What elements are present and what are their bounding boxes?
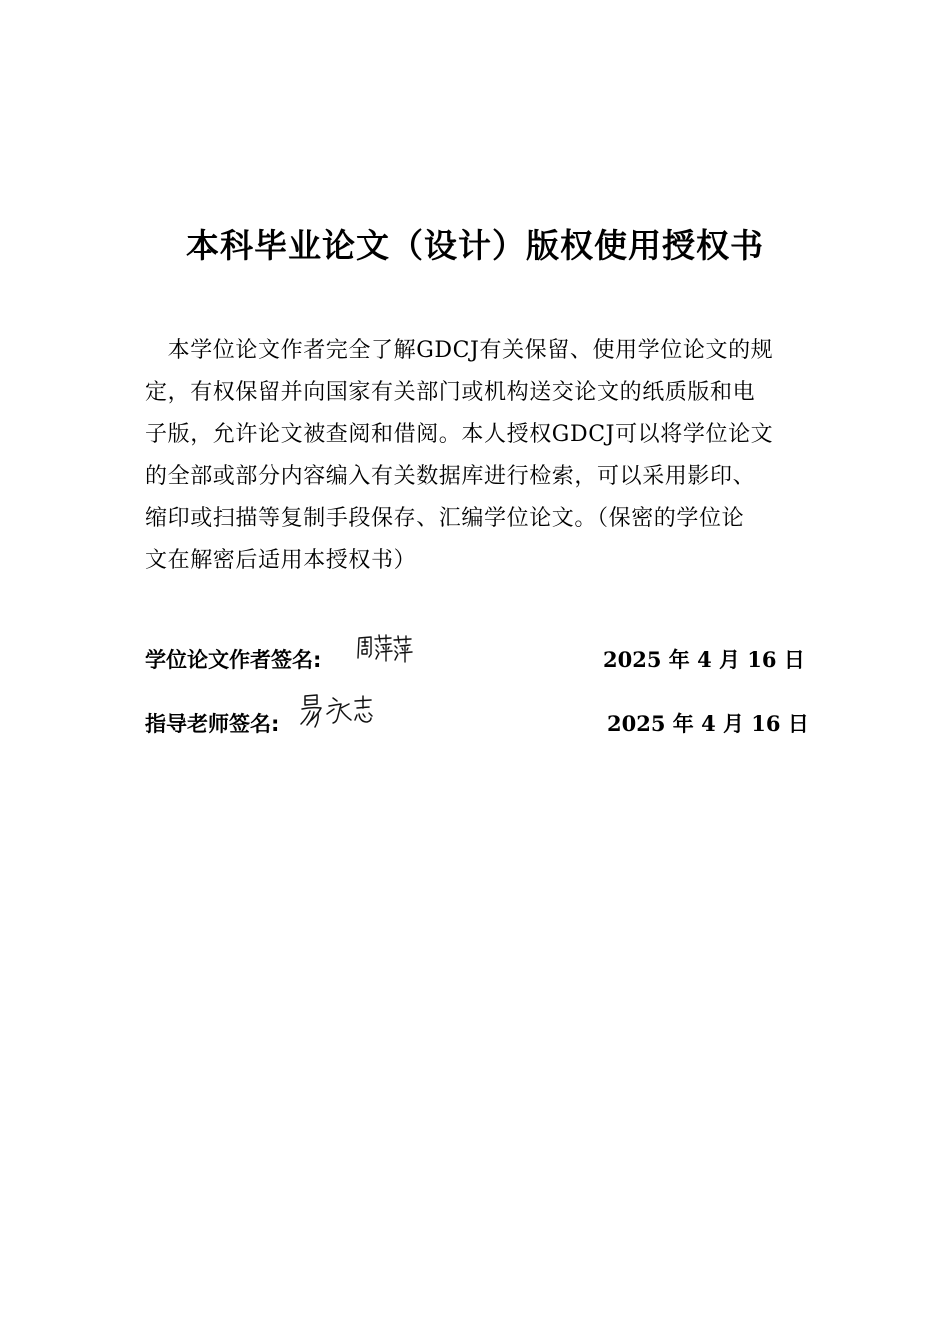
paragraph-line-4: 的全部或部分内容编入有关数据库进行检索，可以采用影印、 (145, 464, 756, 489)
paragraph-line-3: 子版，允许论文被查阅和借阅。本人授权GDCJ可以将学位论文 (145, 422, 774, 447)
paragraph-line-6: 文在解密后适用本授权书） (145, 548, 417, 573)
paragraph-line-2: 定，有权保留并向国家有关部门或机构送交论文的纸质版和电 (145, 380, 756, 405)
paragraph-line-5: 缩印或扫描等复制手段保存、汇编学位论文。（保密的学位论 (145, 506, 745, 531)
paragraph-line-1: 本学位论文作者完全了解GDCJ有关保留、使用学位论文的规 (145, 338, 774, 363)
author-signature-date: 2025 年 4 月 16 日 (603, 647, 805, 672)
advisor-signature-label: 指导老师签名: (145, 712, 280, 736)
advisor-signature-row (145, 700, 810, 748)
advisor-handwritten-signature (297, 692, 377, 732)
author-signature-row (145, 636, 810, 684)
author-signature-label: 学位论文作者签名: (145, 648, 322, 672)
authorization-paragraph (145, 330, 810, 582)
advisor-signature-date: 2025 年 4 月 16 日 (607, 711, 809, 736)
page-title: 本科毕业论文（设计）版权使用授权书 (186, 226, 764, 265)
author-handwritten-signature (355, 630, 415, 666)
